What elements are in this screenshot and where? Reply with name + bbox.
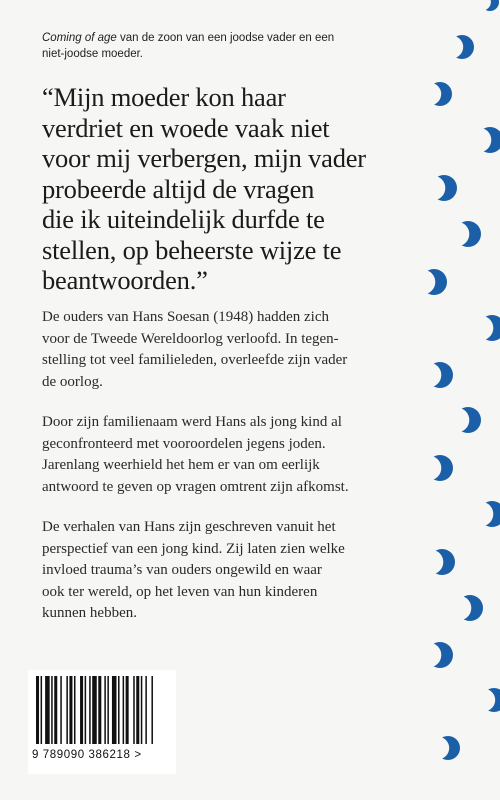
- blue-dot: [457, 595, 483, 621]
- barcode-bar: [51, 676, 53, 744]
- blurb-paragraph-2: [42, 412, 432, 498]
- quote-line: “Mijn moeder kon haar: [42, 82, 286, 112]
- barcode-bar: [133, 676, 135, 744]
- pull-quote: [42, 82, 422, 296]
- paragraph-line: Door zijn familienaam werd Hans als jong kind al: [42, 414, 342, 430]
- quote-line: verdriet en woede vaak niet: [42, 112, 330, 143]
- barcode-bar: [69, 676, 72, 744]
- barcode-bar: [107, 676, 109, 744]
- barcode-bar: [85, 676, 87, 744]
- blue-dot: [421, 269, 447, 295]
- barcode-bar: [92, 676, 97, 744]
- barcode-bar: [112, 676, 117, 744]
- barcode-bar: [45, 676, 50, 744]
- dot-mask: [440, 36, 463, 59]
- paragraph-line: ook ter wereld, op het leven van hun kinderen: [42, 583, 318, 600]
- paragraph-line: antwoord te geven op vragen omtrent zijn afkomst.: [42, 478, 349, 495]
- barcode-bars: [36, 676, 156, 744]
- barcode-bar: [123, 676, 125, 744]
- barcode-bar: [60, 676, 62, 744]
- barcode-bar: [66, 676, 68, 744]
- blurb-paragraph-3: [42, 517, 432, 625]
- subtitle-rest: van de zoon van een joodse vader en een: [116, 32, 335, 44]
- quote-line: beantwoorden.”: [42, 265, 208, 295]
- quote-line: voor mij verbergen, mijn vader: [42, 143, 366, 173]
- isbn-barcode: [28, 670, 176, 774]
- dot-mask: [426, 737, 449, 760]
- blue-dot: [482, 688, 500, 712]
- barcode-digits: 9 789090 386218 >: [32, 749, 142, 761]
- barcode-bar: [141, 676, 143, 744]
- blue-dot: [477, 127, 500, 153]
- barcode-bar: [118, 676, 120, 744]
- paragraph-line: De ouders van Hans Soesan (1948) hadden zich: [42, 309, 329, 325]
- barcode-bar: [41, 676, 43, 744]
- blue-dot: [431, 175, 457, 201]
- barcode-bar: [104, 676, 106, 744]
- barcode-bar: [89, 676, 91, 744]
- blue-dot: [481, 0, 499, 11]
- paragraph-line: kunnen hebben.: [42, 605, 137, 621]
- barcode-bar: [126, 676, 129, 744]
- barcode-bar: [151, 676, 153, 744]
- subtitle: [42, 30, 372, 62]
- quote-line: probeerde altijd de vragen: [42, 173, 315, 204]
- paragraph-line: stelling tot veel familieleden, overleefde zijn vader: [42, 352, 348, 368]
- subtitle-italic: Coming of age: [42, 32, 117, 44]
- quote-line: stellen, op beheerste wijze te: [42, 234, 342, 265]
- paragraph-line: invloed trauma’s van ouders ongewild en waar: [42, 562, 322, 578]
- blue-dot: [455, 221, 481, 247]
- dot-mask: [445, 222, 470, 247]
- dot-mask: [472, 689, 495, 712]
- blue-dot: [427, 642, 453, 668]
- barcode-bar: [80, 676, 83, 744]
- barcode-bar: [145, 676, 147, 744]
- dot-mask: [421, 176, 446, 201]
- dot-mask: [474, 0, 491, 11]
- quote-line: die ik uiteindelijk durfde te: [42, 204, 325, 234]
- paragraph-line: Jarenlang weerhield het hem er van om eerlijk: [42, 457, 320, 473]
- paragraph-line: voor de Tweede Wereldoorlog verloofd. In tegen-: [42, 330, 339, 347]
- paragraph-line: de oorlog.: [42, 373, 103, 390]
- blurb-paragraph-1: [42, 307, 432, 393]
- barcode-bar: [36, 676, 39, 744]
- blue-dot: [429, 549, 455, 575]
- blue-dot: [450, 35, 474, 59]
- blue-dot: [479, 501, 500, 527]
- paragraph-line: De verhalen van Hans zijn geschreven vanuit het: [42, 519, 336, 535]
- barcode-bar: [98, 676, 101, 744]
- dot-mask: [467, 128, 492, 153]
- barcode-bar: [74, 676, 76, 744]
- dot-mask: [469, 502, 494, 527]
- blue-dot: [479, 315, 500, 341]
- dot-mask: [469, 316, 494, 341]
- blue-dot: [436, 736, 460, 760]
- blue-dot: [455, 407, 481, 433]
- paragraph-line: geconfronteerd met vooroordelen jegens joden.: [42, 435, 326, 452]
- barcode-bar: [54, 676, 57, 744]
- blue-dot: [428, 82, 452, 106]
- paragraph-line: perspectief van een jong kind. Zij laten zien welke: [42, 540, 345, 557]
- dot-mask: [445, 408, 470, 433]
- barcode-bar: [136, 676, 139, 744]
- dot-mask: [417, 643, 442, 668]
- dot-mask: [447, 596, 472, 621]
- subtitle-line-2: niet-joodse moeder.: [42, 48, 144, 60]
